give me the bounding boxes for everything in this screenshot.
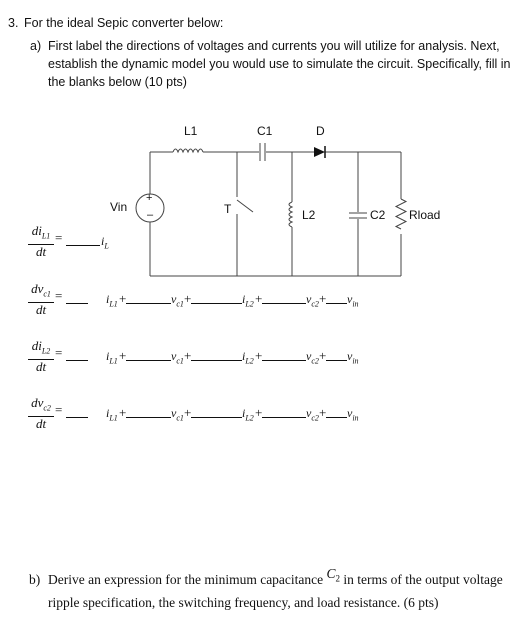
eq-blank-lead[interactable]: [66, 360, 88, 361]
eq-num-base: di: [31, 338, 42, 353]
inductor-l2: [289, 202, 292, 227]
label-source-minus: –: [147, 209, 154, 221]
switch-t: [237, 200, 253, 212]
eq-plus: +: [319, 405, 327, 420]
eq-plus: +: [184, 405, 192, 420]
eq-blank[interactable]: [262, 360, 306, 361]
eq-plus: +: [184, 348, 192, 363]
part-a-line-3: the blanks below (10 pts): [48, 75, 187, 89]
eq-term: [242, 292, 254, 308]
part-b-line-2: ripple specification, the switching frequency, and load resistance. (6 pts): [48, 595, 439, 610]
eq-blank-lead[interactable]: [66, 303, 88, 304]
eq-term-sub: c1: [176, 356, 184, 366]
eq-plus: +: [255, 405, 263, 420]
eq-term: [171, 406, 184, 422]
eq-term-base: v: [306, 349, 312, 363]
part-a-line-1: First label the directions of voltages and currents you will utilize for analysis. Next,: [48, 39, 500, 53]
capacitor-c2: [349, 213, 367, 218]
eq1-term1-base: i: [101, 234, 105, 248]
eq-blank[interactable]: [191, 417, 242, 418]
eq-blank[interactable]: [326, 303, 347, 304]
eq-blank[interactable]: [126, 303, 171, 304]
label-c1: C1: [257, 124, 273, 138]
eq-term: [306, 406, 319, 422]
eq-term: [242, 349, 254, 365]
eq1-num-sub: L1: [41, 231, 51, 241]
eq-term-base: v: [306, 292, 312, 306]
eq-plus: +: [319, 291, 327, 306]
eq-term-sub: L1: [109, 356, 118, 366]
question-number: 3.: [8, 16, 19, 30]
part-a-line-2: establish the dynamic model you would use to simulate the circuit. Specifically, fill in: [48, 57, 511, 71]
label-rload: Rload: [409, 208, 441, 222]
eq-term: [347, 349, 359, 365]
eq-plus: +: [255, 291, 263, 306]
eq-term-base: v: [171, 292, 177, 306]
eq-term-sub: L2: [245, 413, 254, 423]
eq-term-base: v: [171, 406, 177, 420]
label-l1: L1: [184, 124, 198, 138]
eq-equals: =: [55, 402, 63, 417]
eq-term-base: v: [171, 349, 177, 363]
eq-plus: +: [119, 348, 127, 363]
eq-term-sub: in: [352, 356, 359, 366]
question-stem: For the ideal Sepic converter below:: [24, 16, 224, 30]
eq-plus: +: [319, 348, 327, 363]
eq-equals: =: [55, 345, 63, 360]
eq-term-sub: L1: [109, 413, 118, 423]
eq1-blank-1[interactable]: [66, 245, 100, 246]
eq-term-base: v: [306, 406, 312, 420]
eq-term-base: i: [242, 292, 246, 306]
label-vin: Vin: [110, 200, 128, 214]
part-b-line1-pre: Derive an expression for the minimum capacitance: [48, 572, 324, 587]
eq-term-base: i: [106, 292, 110, 306]
eq-term: [347, 406, 359, 422]
eq-term: [306, 292, 319, 308]
eq-plus: +: [119, 291, 127, 306]
eq-term: [171, 292, 184, 308]
eq-plus: +: [255, 348, 263, 363]
eq-equals: =: [55, 288, 63, 303]
label-t: T: [224, 202, 232, 216]
eq-blank[interactable]: [326, 417, 347, 418]
eq-num-sub: c2: [43, 403, 51, 413]
eq-term-sub: in: [352, 299, 359, 309]
eq-term: [106, 349, 118, 365]
eq1-num-base: di: [31, 223, 42, 238]
part-b-cap-sub: 2: [335, 573, 341, 584]
eq-blank[interactable]: [262, 303, 306, 304]
eq-term: [306, 349, 319, 365]
inductor-l1: [173, 149, 203, 152]
label-l2: L2: [302, 208, 316, 222]
eq-num-sub: L2: [41, 346, 51, 356]
eq-term-base: i: [106, 349, 110, 363]
label-c2: C2: [370, 208, 386, 222]
eq-blank-lead[interactable]: [66, 417, 88, 418]
label-source-plus: +: [146, 192, 153, 204]
eq-blank[interactable]: [191, 303, 242, 304]
resistor-rload: [396, 199, 406, 229]
diode-d: [314, 147, 325, 157]
eq-term-sub: c2: [311, 413, 319, 423]
eq-num-base: dv: [31, 395, 44, 410]
label-d: D: [316, 124, 325, 138]
eq1-term1-sub: L: [104, 241, 109, 251]
eq-den: dt: [35, 415, 47, 431]
eq-term-base: v: [347, 406, 353, 420]
part-b-line1-post: in terms of the output voltage: [343, 572, 503, 587]
capacitor-c1: [260, 143, 265, 161]
eq-blank[interactable]: [126, 417, 171, 418]
eq-term: [106, 292, 118, 308]
eq-blank[interactable]: [326, 360, 347, 361]
eq-plus: +: [184, 291, 192, 306]
eq-term: [171, 349, 184, 365]
eq-term-sub: c2: [311, 299, 319, 309]
sepic-circuit-diagram: [0, 0, 530, 300]
eq-term-base: i: [242, 349, 246, 363]
eq-num-sub: c1: [43, 289, 51, 299]
eq-blank[interactable]: [191, 360, 242, 361]
eq1-den: dt: [35, 243, 47, 259]
eq-term-sub: c1: [176, 413, 184, 423]
eq-term: [106, 406, 118, 422]
part-b-label: b): [29, 572, 41, 587]
eq-term-sub: c2: [311, 356, 319, 366]
part-b-cap-base: C: [326, 566, 336, 581]
eq-term: [347, 292, 359, 308]
eq-blank[interactable]: [126, 360, 171, 361]
eq-num-base: dv: [31, 281, 44, 296]
eq-term-base: v: [347, 349, 353, 363]
eq-blank[interactable]: [262, 417, 306, 418]
eq-term-sub: c1: [176, 299, 184, 309]
eq-term-base: i: [242, 406, 246, 420]
eq-plus: +: [119, 405, 127, 420]
eq-term-sub: in: [352, 413, 359, 423]
eq-term-sub: L2: [245, 356, 254, 366]
eq-term: [242, 406, 254, 422]
eq-term-sub: L2: [245, 299, 254, 309]
eq-term-sub: L1: [109, 299, 118, 309]
eq-den: dt: [35, 301, 47, 317]
eq-den: dt: [35, 358, 47, 374]
eq-term-base: i: [106, 406, 110, 420]
part-a-label: a): [30, 39, 42, 53]
eq1-equals: =: [55, 230, 63, 245]
eq-term-base: v: [347, 292, 353, 306]
